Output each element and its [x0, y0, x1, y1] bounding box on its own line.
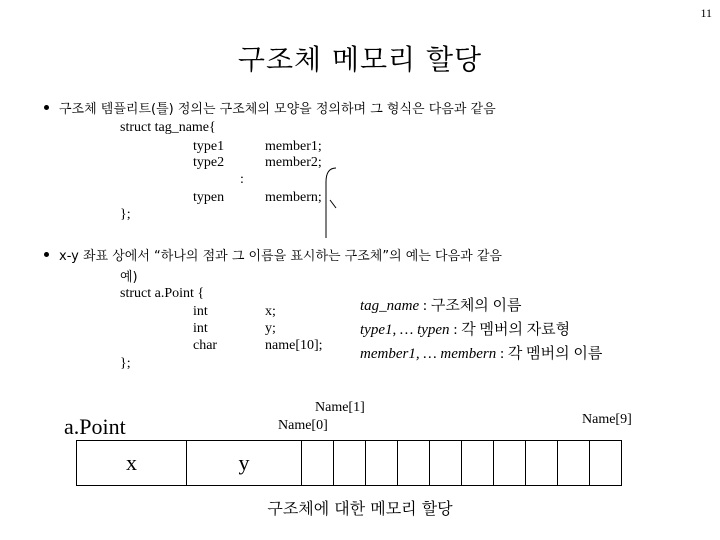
code-type: typen: [193, 190, 225, 205]
name-array-cell: [461, 440, 494, 486]
legend-desc: : 각 멤버의 이름: [496, 346, 603, 362]
code-struct-header: struct a.Point {: [120, 286, 205, 301]
code-type: type2: [193, 155, 225, 170]
code-struct-close: };: [120, 356, 131, 371]
page-number: 11: [700, 6, 712, 20]
code-struct-close: };: [120, 207, 131, 222]
legend-term: type1, … typen: [360, 322, 450, 338]
name-array-cell: [493, 440, 526, 486]
cell-label: y: [238, 450, 250, 475]
legend-term: member1, … membern: [360, 346, 497, 362]
name-array-cell: [589, 440, 622, 486]
name-array-cell: [429, 440, 462, 486]
name1-label: Name[1]: [315, 400, 365, 415]
code-member: name[10];: [265, 338, 323, 353]
legend-desc: : 구조체의 이름: [419, 298, 522, 314]
memory-cell-y: [186, 440, 302, 486]
name-array-cell: [333, 440, 366, 486]
name-array-cell: [557, 440, 590, 486]
code-type: type1: [193, 139, 225, 154]
name-array-cell: [301, 440, 334, 486]
bullet-text: x-y 좌표 상에서 “하나의 점과 그 이름을 표시하는 구조체”의 예는 다음과 같음: [59, 249, 502, 264]
code-type: int: [193, 304, 208, 319]
code-type: char: [193, 338, 218, 353]
code-type: int: [193, 321, 208, 336]
code-member: x;: [265, 304, 276, 319]
legend-term: tag_name: [360, 298, 420, 314]
code-member: member2;: [265, 155, 322, 170]
name-array-cell: [365, 440, 398, 486]
diagram-caption: 구조체에 대한 메모리 할당: [267, 499, 453, 518]
name-array-cell: [397, 440, 430, 486]
code-member: y;: [265, 321, 276, 336]
legend-desc: : 각 멤버의 자료형: [449, 322, 571, 338]
bullet-text: 구조체 템플리트(틀) 정의는 구조체의 모양을 정의하며 그 형식은 다음과 같음: [59, 102, 496, 117]
code-member: membern;: [265, 190, 322, 205]
memory-cell-x: [76, 440, 187, 486]
example-label: 예): [120, 270, 138, 285]
name0-label: Name[0]: [278, 418, 328, 433]
cell-label: x: [126, 450, 137, 475]
name9-label: Name[9]: [582, 412, 632, 427]
struct-name-label: a.Point: [64, 414, 126, 439]
code-member: member1;: [265, 139, 322, 154]
page-title: 구조체 메모리 할당: [237, 43, 483, 76]
name-array-cell: [525, 440, 558, 486]
code-struct-header: struct tag_name{: [120, 120, 216, 135]
code-ellipsis: :: [240, 172, 244, 187]
